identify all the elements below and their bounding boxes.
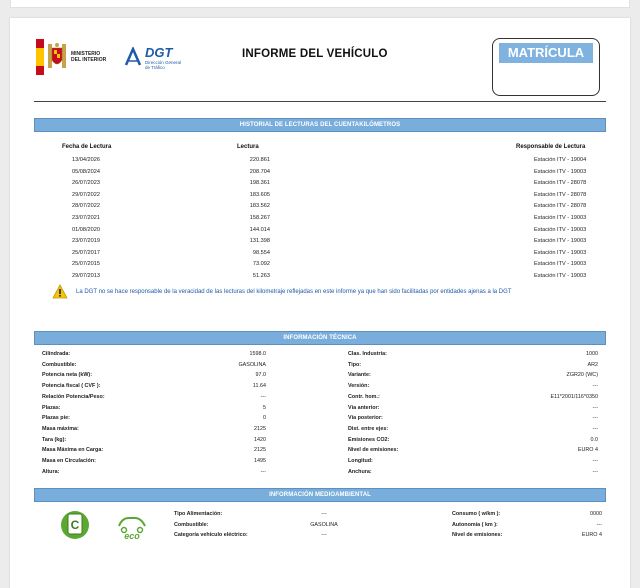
tech-label-left: Plazas: [42,404,61,411]
tech-value-right: --- [592,383,598,390]
table-row [34,414,606,425]
table-row [34,226,606,237]
tech-value-right: 1000 [586,351,598,357]
vehicle-report-page [10,18,630,588]
tech-value-left: 11.64 [252,383,266,390]
tech-section-title: INFORMACIÓN TÉCNICA [34,331,606,345]
ministry-line-1: MINISTERIO [71,51,101,57]
tech-label-right: Anchura: [348,468,372,475]
table-row [34,521,606,532]
reading-date: 29/07/2022 [72,191,100,198]
plate-box [492,38,600,96]
reading-date: 05/08/2024 [72,168,100,175]
report-title: INFORME DEL VEHÍCULO [242,48,388,60]
tech-value-right: ZGR20 (WC) [566,372,598,379]
table-row [34,436,606,447]
tech-value-right: --- [592,468,598,475]
tech-label-left: Plazas pie: [42,415,70,422]
col-header-date: Fecha de Lectura [62,144,112,150]
badge-letter: C [70,518,80,532]
reading-date: 23/07/2021 [72,215,100,221]
dgt-sub-line-1: Dirección General [145,59,182,65]
tech-label-right: Contr. hom.: [348,393,380,400]
table-row [34,191,606,202]
reading-km: 158.267 [249,215,270,221]
tech-value-left: 97.0 [255,372,266,379]
tech-label-left: Combustible: [42,361,77,368]
reading-responsible: Estación ITV - 19003 [534,226,587,233]
tech-value-left: 1420 [254,436,266,443]
tech-label-right: Variante: [348,372,371,379]
table-row [34,425,606,436]
reading-responsible: Estación ITV - 19003 [534,215,587,221]
tech-label-left: Altura: [42,468,60,475]
reading-responsible: Estación ITV - 28078 [534,180,587,187]
tech-value-left: 2125 [254,447,266,454]
env-value-left: --- [321,511,327,517]
tech-label-right: Vía anterior: [348,404,380,411]
reading-responsible: Estación ITV - 28078 [534,191,587,198]
table-row [34,393,606,404]
env-label-left: Combustible: [174,521,209,528]
dgt-wordmark: DGT [145,44,173,60]
env-value-right: --- [596,521,602,528]
reading-date: 25/07/2015 [72,261,100,268]
table-row [34,237,606,248]
tech-label-left: Potencia neta (kW): [42,372,93,379]
col-header-responsible: Responsable de Lectura [516,144,586,150]
tech-value-right: AR2 [587,361,598,368]
table-row [34,168,606,179]
env-value-right: EURO 4 [581,532,602,538]
tech-value-left: GASOLINA [238,361,266,368]
table-row [34,382,606,393]
reading-responsible: Estación ITV - 19003 [534,168,587,175]
env-label-right: Autonomía ( km ): [452,521,498,528]
tech-label-left: Cilindrada: [42,351,71,357]
tech-label-right: Tipo: [348,361,362,368]
tech-value-right: EURO 4 [577,447,598,454]
env-label-right: Consumo ( w/km ): [452,511,501,517]
table-row [34,404,606,415]
tech-label-left: Masa en Circulación: [42,458,96,464]
env-section-title: INFORMACIÓN MEDIOAMBIENTAL [34,488,606,502]
table-row [34,214,606,225]
table-row [34,179,606,190]
reading-date: 29/07/2013 [72,273,100,279]
table-row [34,468,606,479]
env-label-right: Nivel de emisiones: [452,532,503,538]
plate-label: MATRÍCULA [499,43,593,63]
dgt-symbol-icon [124,47,142,67]
reading-responsible: Estación ITV - 19003 [534,261,587,268]
reading-date: 25/07/2017 [72,249,100,256]
tech-label-left: Masa máxima: [42,425,79,432]
table-row [34,361,606,372]
reading-km: 183.562 [249,203,270,210]
reading-responsible: Estación ITV - 19003 [534,273,587,279]
disclaimer [52,284,511,299]
table-row [34,350,606,361]
tech-label-right: Clas. Industria: [348,351,387,357]
tech-value-right: --- [592,404,598,411]
tech-label-right: Longitud: [348,458,373,464]
tech-label-right: Vía posterior: [348,415,383,422]
table-row [34,446,606,457]
table-row [34,510,606,521]
tech-label-right: Emisiones CO2: [348,436,390,443]
env-label-left: Tipo Alimentación: [174,511,223,517]
ministry-name [71,51,106,63]
table-row [34,272,606,283]
reading-km: 208.704 [249,168,270,175]
reading-km: 98.554 [252,249,270,256]
coat-of-arms-icon [46,42,68,72]
reading-date: 01/08/2020 [72,226,100,233]
ministry-line-2: DEL INTERIOR [71,57,107,63]
tech-label-right: Dist. entre ejes: [348,425,389,432]
env-value-left: GASOLINA [310,521,338,528]
tech-label-left: Relación Potencia/Peso: [42,393,105,400]
table-row [34,156,606,167]
reading-responsible: Estación ITV - 19004 [534,157,587,163]
env-value-left: --- [321,532,327,538]
reading-km: 131.398 [249,238,270,245]
disclaimer-text: La DGT no se hace responsable de la veracidad de las lecturas del kilometraje reflejadas en este informe ya que han sido facilitadas por entidades ajenas a la DGT [76,288,512,295]
eco-text: eco [124,531,140,540]
table-row [34,260,606,271]
reading-km: 144.014 [249,226,270,233]
tech-value-left: 1598.0 [249,351,266,357]
tech-value-left: 0 [263,415,266,422]
dgt-sub-line-2: de Tráfico [145,64,165,70]
col-header-reading: Lectura [237,144,259,150]
reading-km: 73.092 [252,261,270,268]
reading-date: 28/07/2022 [72,203,100,210]
tech-label-left: Masa Máxima en Carga: [42,447,104,454]
tech-value-right: 0.0 [590,436,598,443]
env-label-left: Categoría vehículo eléctrico: [174,532,248,538]
previous-page-edge [10,0,630,8]
tech-label-left: Tara (kg): [42,436,67,443]
tech-value-left: 2125 [254,425,266,432]
tech-value-left: --- [260,393,266,400]
reading-km: 198.361 [249,180,270,187]
env-value-right: 0000 [590,511,602,517]
reading-km: 183.605 [249,191,270,198]
reading-km: 220.861 [249,157,270,163]
tech-label-right: Nivel de emisiones: [348,447,399,454]
table-row [34,202,606,213]
table-row [34,371,606,382]
tech-value-right: --- [592,415,598,422]
reading-date: 13/04/2026 [72,157,100,163]
header-divider [34,101,606,102]
reading-km: 51.263 [252,273,270,279]
dgt-logo [124,38,186,76]
reading-responsible: Estación ITV - 28078 [534,203,587,210]
tech-value-right: --- [592,458,598,464]
reading-responsible: Estación ITV - 19003 [534,238,587,245]
spain-flag-icon [36,39,44,75]
reading-responsible: Estación ITV - 19003 [534,249,587,256]
tech-value-left: --- [260,468,266,475]
reading-date: 23/07/2019 [72,238,100,245]
reading-date: 26/07/2023 [72,180,100,187]
table-row [34,457,606,468]
tech-value-left: 5 [263,404,266,411]
tech-value-right: --- [592,425,598,432]
warning-icon [52,284,68,299]
readings-section-title: HISTORIAL DE LECTURAS DEL CUENTAKILÓMETROS [34,118,606,132]
table-row [34,531,606,542]
tech-label-right: Versión: [348,383,370,390]
tech-value-right: E11*2001/116*0350 [550,393,598,400]
table-row [34,249,606,260]
tech-value-left: 1495 [254,458,266,464]
tech-label-left: Potencia fiscal ( CVF ): [42,383,101,390]
ministerio-interior-logo [36,38,118,76]
